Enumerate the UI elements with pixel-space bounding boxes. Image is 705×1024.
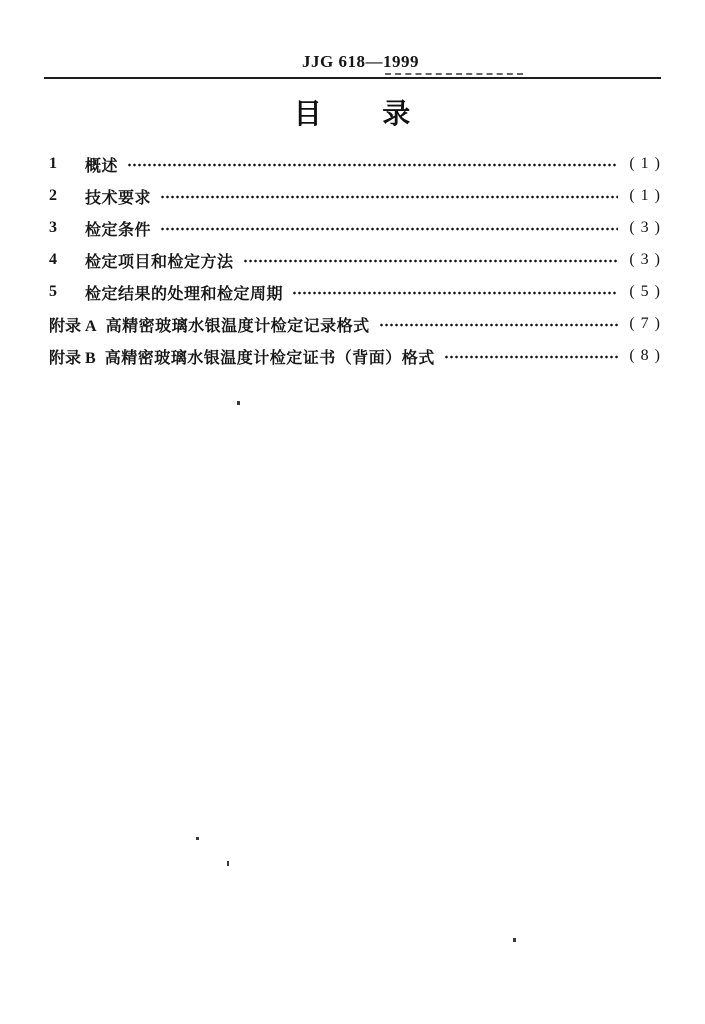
toc-page-number: ( 1 ) <box>629 187 661 204</box>
toc-page-number: ( 1 ) <box>629 155 661 172</box>
toc-leader-dots <box>160 221 618 237</box>
toc-entry-number: 1 <box>49 155 57 172</box>
toc-leader-dots <box>379 317 618 333</box>
toc-leader-dots <box>127 157 618 173</box>
page-title: 目 录 <box>293 98 412 129</box>
toc-entry-title: 技术要求 <box>85 189 152 207</box>
standard-number: JJG 618—1999 <box>302 52 419 71</box>
toc-entry-number: 4 <box>49 251 57 268</box>
toc-entry <box>44 244 661 276</box>
toc-entry <box>44 308 661 340</box>
toc-entry-number: 2 <box>49 187 57 204</box>
toc-entry-title: 高精密玻璃水银温度计检定证书（背面）格式 <box>104 349 435 367</box>
toc-leader-dots <box>292 285 618 301</box>
toc-entry <box>44 180 661 212</box>
toc-entry <box>44 340 661 372</box>
toc-leader-dots <box>160 189 618 205</box>
toc-entry-title: 高精密玻璃水银温度计检定记录格式 <box>105 317 370 335</box>
toc-entry-number: 附录 B <box>49 349 96 367</box>
toc-leader-dots <box>444 349 618 365</box>
toc-page-number: ( 5 ) <box>629 283 661 300</box>
scan-artifact-dashes <box>385 73 523 75</box>
header-rule <box>44 77 661 79</box>
toc-page-number: ( 7 ) <box>629 315 661 332</box>
toc-entry-number: 3 <box>49 219 57 236</box>
header-rule-line <box>44 77 661 79</box>
toc-entry-title: 检定结果的处理和检定周期 <box>85 285 284 303</box>
toc-leader-dots <box>243 253 618 269</box>
document-header <box>44 0 661 73</box>
toc-page-number: ( 3 ) <box>629 251 661 268</box>
scan-speck <box>227 861 229 866</box>
toc-page-number: ( 8 ) <box>629 347 661 364</box>
scan-speck <box>513 938 516 942</box>
table-of-contents <box>44 148 661 372</box>
toc-entry-title: 检定项目和检定方法 <box>85 253 234 271</box>
toc-entry-title: 检定条件 <box>85 221 152 239</box>
toc-entry <box>44 212 661 244</box>
toc-page-number: ( 3 ) <box>629 219 661 236</box>
toc-entry <box>44 148 661 180</box>
document-page <box>0 0 705 372</box>
toc-entry <box>44 276 661 308</box>
scan-speck <box>196 837 199 840</box>
toc-entry-title: 概述 <box>85 157 119 175</box>
scan-speck <box>237 401 240 405</box>
toc-entry-number: 5 <box>49 283 57 300</box>
toc-entry-number: 附录 A <box>49 317 97 335</box>
